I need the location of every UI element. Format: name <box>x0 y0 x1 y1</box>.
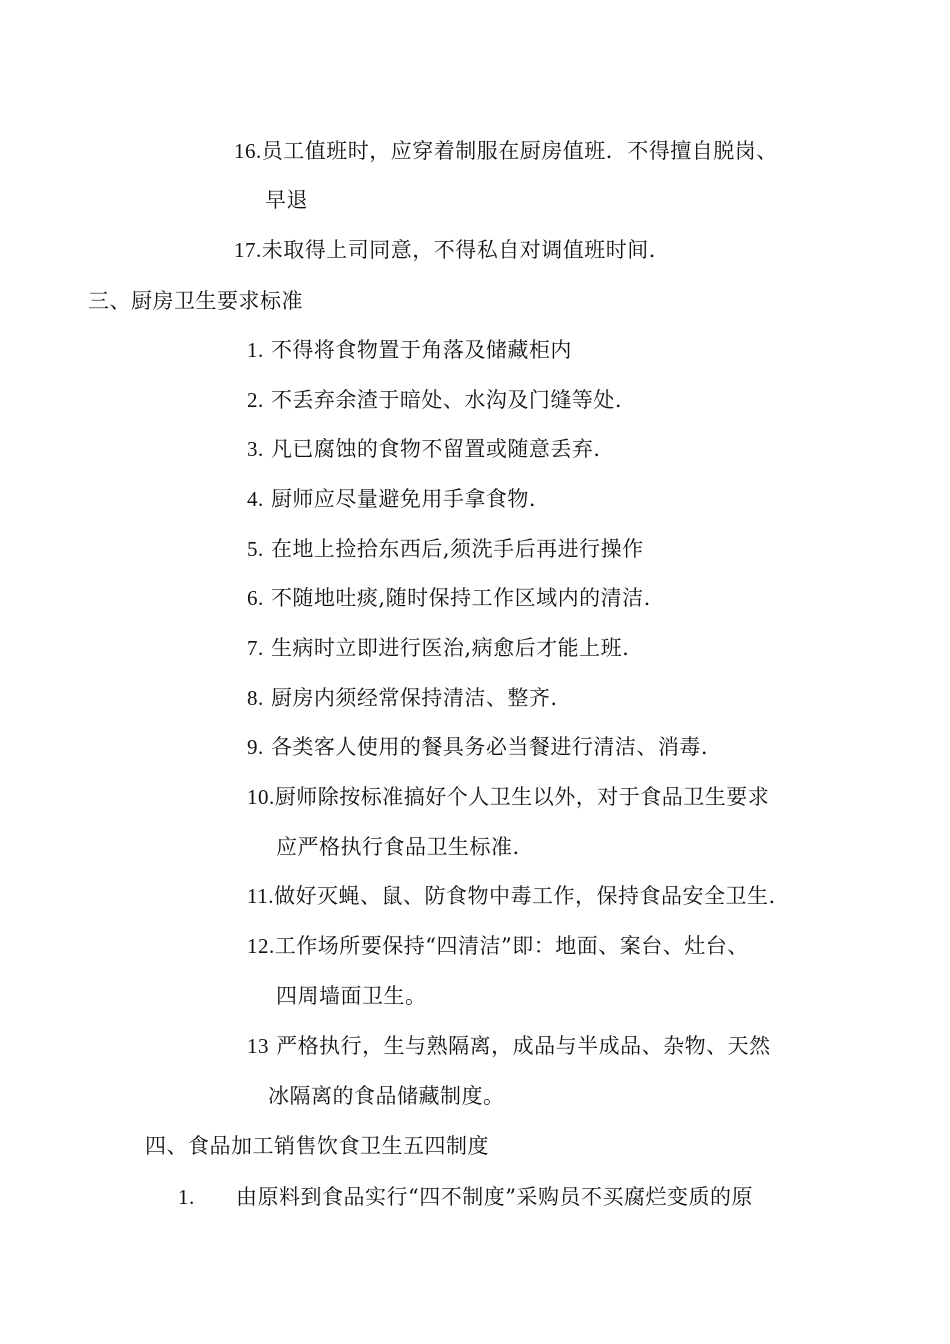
list-item-11 <box>247 882 776 910</box>
list-item-10-continuation: 应严格执行食品卫生标准. <box>276 835 520 859</box>
item-number: 16. <box>234 139 262 163</box>
list-item-5 <box>247 535 644 563</box>
item-text: 生病时立即进行医治,病愈后才能上班. <box>270 636 630 660</box>
list-item-3 <box>247 435 601 463</box>
list-item-12 <box>247 932 749 960</box>
item-text: 不得将食物置于角落及储藏柜内 <box>270 338 572 362</box>
section-four-item-number: 1. <box>178 1185 195 1209</box>
list-item-17 <box>234 236 656 264</box>
item-number: 5. <box>247 537 264 561</box>
section-heading: 三、厨房卫生要求标准 <box>88 289 303 313</box>
item-number: 8. <box>247 686 264 710</box>
item-number: 11. <box>247 884 274 908</box>
item-text: 各类客人使用的餐具务必当餐进行清洁、消毒. <box>270 735 709 759</box>
item-number: 2. <box>247 388 264 412</box>
list-item-12-continuation: 四周墙面卫生。 <box>276 984 427 1008</box>
list-item-16-continuation: 早退 <box>265 188 308 212</box>
list-item-2 <box>247 386 622 414</box>
list-item-16 <box>234 137 778 165</box>
item-number: 10. <box>247 785 275 809</box>
item-text: 严格执行，生与熟隔离，成品与半成品、杂物、天然 <box>276 1034 771 1058</box>
item-text: 做好灭蝇、鼠、防食物中毒工作，保持食品安全卫生. <box>273 884 776 908</box>
section-four-item-text: 由原料到食品实行“四不制度”采购员不买腐烂变质的原 <box>236 1185 753 1209</box>
item-number: 12. <box>247 934 275 958</box>
item-number: 13 <box>247 1034 269 1058</box>
item-text: 厨师应尽量避免用手拿食物. <box>270 487 537 511</box>
item-number: 9. <box>247 735 264 759</box>
item-number: 6. <box>247 586 264 610</box>
item-text: 在地上捡拾东西后,须洗手后再进行操作 <box>270 537 644 561</box>
item-text: 未取得上司同意，不得私自对调值班时间. <box>261 238 656 262</box>
item-text: 不丢弃余渣于暗处、水沟及门缝等处. <box>270 388 623 412</box>
item-text: 工作场所要保持“四清洁”即：地面、案台、灶台、 <box>274 934 749 958</box>
list-item-6 <box>247 584 651 612</box>
list-item-7 <box>247 634 629 662</box>
item-number: 1. <box>247 338 264 362</box>
item-number: 17. <box>234 238 262 262</box>
item-text: 厨师除按标准搞好个人卫生以外，对于食品卫生要求 <box>274 785 770 809</box>
item-number: 3. <box>247 437 264 461</box>
list-item-1 <box>247 336 572 364</box>
list-item-4 <box>247 485 536 513</box>
item-text: 凡已腐蚀的食物不留置或随意丢弃. <box>270 437 601 461</box>
item-text: 不随地吐痰,随时保持工作区域内的清洁. <box>270 586 651 610</box>
list-item-13-continuation: 冰隔离的食品储藏制度。 <box>268 1084 505 1108</box>
item-number: 4. <box>247 487 264 511</box>
item-text: 员工值班时，应穿着制服在厨房值班．不得擅自脱岗、 <box>261 139 778 163</box>
section-heading: 四、食品加工销售饮食卫生五四制度 <box>145 1134 489 1158</box>
list-item-9 <box>247 733 708 761</box>
item-number: 7. <box>247 636 264 660</box>
list-item-10 <box>247 783 769 811</box>
list-item-8 <box>247 684 558 712</box>
item-text: 厨房内须经常保持清洁、整齐. <box>270 686 558 710</box>
list-item-13 <box>247 1032 771 1060</box>
